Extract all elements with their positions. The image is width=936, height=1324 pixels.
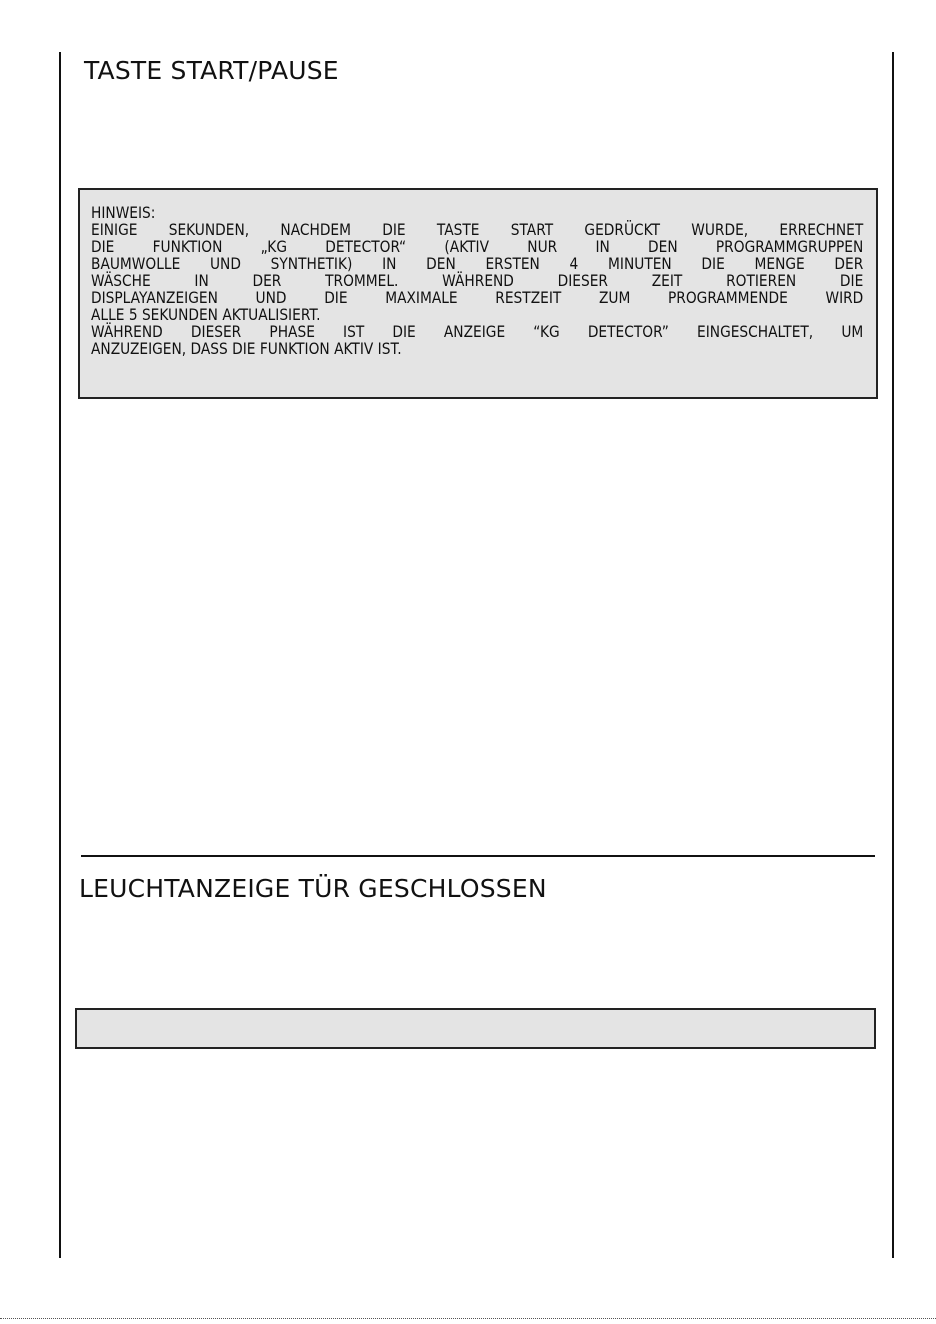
left-margin-rule xyxy=(59,52,61,1258)
section-heading-start-pause: TASTE START/PAUSE xyxy=(84,56,339,85)
note-box xyxy=(78,188,878,399)
note-line: WÄSCHE IN DER TROMMEL. WÄHREND DIESER ZEIT ROTIEREN DIE xyxy=(91,271,864,290)
note-label: HINWEIS: xyxy=(91,203,156,222)
note-line: WÄHREND DIESER PHASE IST DIE ANZEIGE “KG DETECTOR” EINGESCHALTET, UM xyxy=(91,322,864,341)
note-line: ALLE 5 SEKUNDEN AKTUALISIERT. xyxy=(91,305,321,324)
note-line: ANZUZEIGEN, DASS DIE FUNKTION AKTIV IST. xyxy=(91,339,402,358)
section-heading-door-locked: LEUCHTANZEIGE TÜR GESCHLOSSEN xyxy=(79,874,547,903)
section-divider xyxy=(81,855,875,857)
note-box-empty xyxy=(75,1008,876,1049)
note-line: EINIGE SEKUNDEN, NACHDEM DIE TASTE START GEDRÜCKT WURDE, ERRECHNET xyxy=(91,220,864,239)
page-bottom-dotted-line xyxy=(0,1318,936,1319)
note-line: DISPLAYANZEIGEN UND DIE MAXIMALE RESTZEIT ZUM PROGRAMMENDE WIRD xyxy=(91,288,864,307)
note-line: BAUMWOLLE UND SYNTHETIK) IN DEN ERSTEN 4 MINUTEN DIE MENGE DER xyxy=(91,254,864,273)
note-line: DIE FUNKTION „KG DETECTOR“ (AKTIV NUR IN DEN PROGRAMMGRUPPEN xyxy=(91,237,864,256)
right-margin-rule xyxy=(892,52,894,1258)
